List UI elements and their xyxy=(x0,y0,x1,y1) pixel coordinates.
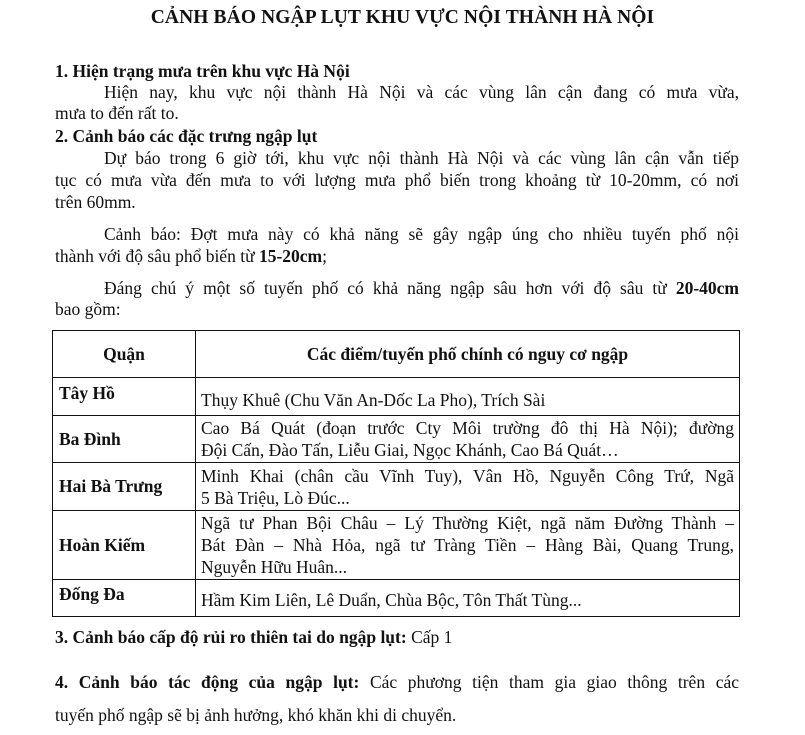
note-text: Đáng chú ý một số tuyến phố có khả năng ngập sâu hơn với độ sâu từ xyxy=(104,278,676,298)
street-line: Minh Khai (chân cầu Vĩnh Tuy), Vân Hồ, Nguyễn Công Trứ, Ngã xyxy=(201,465,734,486)
note-line-2: bao gồm: xyxy=(55,299,121,319)
section1-text-line-2: mưa to đến rất to. xyxy=(55,103,179,123)
table-row xyxy=(53,378,740,416)
district-cell: Hoàn Kiếm xyxy=(53,511,196,580)
warning-depth: 15-20cm xyxy=(258,246,323,266)
forecast-line-1: Dự báo trong 6 giờ tới, khu vực nội thành Hà Nội và các vùng lân cận vẫn tiếp xyxy=(104,148,739,168)
streets-cell xyxy=(196,580,740,617)
table-row xyxy=(53,580,740,617)
section3 xyxy=(55,627,739,648)
district-cell: Tây Hồ xyxy=(53,378,196,416)
section4-text: Các phương tiện tham gia giao thông trên các xyxy=(359,672,739,692)
street-line: Thụy Khuê (Chu Văn An-Dốc La Pho), Trích Sài xyxy=(201,389,546,410)
note-line-1 xyxy=(104,278,739,299)
note-depth: 20-40cm xyxy=(675,278,739,298)
table-header-row xyxy=(53,331,740,378)
street-line: 5 Bà Triệu, Lò Đúc... xyxy=(201,487,350,508)
table-row xyxy=(53,511,740,580)
forecast-line-2: tục có mưa vừa đến mưa to với lượng mưa phổ biến trong khoảng từ 10-20mm, có nơi xyxy=(55,170,739,190)
street-line: Đội Cấn, Đào Tấn, Liễu Giai, Ngọc Khánh, Cao Bá Quát… xyxy=(201,440,619,460)
street-line: Hầm Kim Liên, Lê Duẩn, Chùa Bộc, Tôn Thất Tùng... xyxy=(201,590,582,610)
streets-cell xyxy=(196,463,740,511)
section4-heading: 4. Cảnh báo tác động của ngập lụt: xyxy=(55,672,360,692)
section2-heading: 2. Cảnh báo các đặc trưng ngập lụt xyxy=(55,126,318,146)
warning-text: thành với độ sâu phổ biến từ xyxy=(55,246,259,266)
street-line: Bát Đàn – Nhà Hỏa, ngã tư Tràng Tiền – Hàng Bài, Quang Trung, xyxy=(201,535,734,555)
table-row xyxy=(53,463,740,511)
header-streets: Các điểm/tuyến phố chính có nguy cơ ngập xyxy=(196,331,740,378)
risk-level: Cấp 1 xyxy=(406,627,453,647)
warning-line-2 xyxy=(55,246,739,267)
street-line: Cao Bá Quát (đoạn trước Cty Môi trường đô thị Hà Nội); đường xyxy=(201,418,734,438)
section1-text-line-1: Hiện nay, khu vực nội thành Hà Nội và các vùng lân cận đang có mưa vừa, xyxy=(104,82,739,102)
header-district: Quận xyxy=(53,331,196,378)
section4-line-2: tuyến phố ngập sẽ bị ảnh hưởng, khó khăn khi di chuyển. xyxy=(55,705,457,725)
table-row xyxy=(53,416,740,463)
section3-heading: 3. Cảnh báo cấp độ rủi ro thiên tai do ngập lụt: xyxy=(55,627,407,647)
district-cell: Đống Đa xyxy=(53,580,196,617)
flood-streets-table xyxy=(52,330,740,617)
district-cell: Hai Bà Trưng xyxy=(53,463,196,511)
warning-line-1: Cảnh báo: Đợt mưa này có khả năng sẽ gây ngập úng cho nhiều tuyến phố nội xyxy=(104,224,739,244)
warning-end: ; xyxy=(322,246,327,266)
district-cell: Ba Đình xyxy=(53,416,196,463)
forecast-line-3: trên 60mm. xyxy=(55,192,136,212)
streets-cell xyxy=(196,378,740,416)
section1-heading: 1. Hiện trạng mưa trên khu vực Hà Nội xyxy=(55,61,350,81)
street-line: Nguyễn Hữu Huân... xyxy=(201,557,348,577)
streets-cell xyxy=(196,416,740,463)
section4-line-1 xyxy=(55,672,739,693)
document-title: CẢNH BÁO NGẬP LỤT KHU VỰC NỘI THÀNH HÀ NỘI xyxy=(150,7,655,28)
streets-cell xyxy=(196,511,740,580)
street-line: Ngã tư Phan Bội Châu – Lý Thường Kiệt, ngã năm Đường Thành – xyxy=(201,513,734,533)
